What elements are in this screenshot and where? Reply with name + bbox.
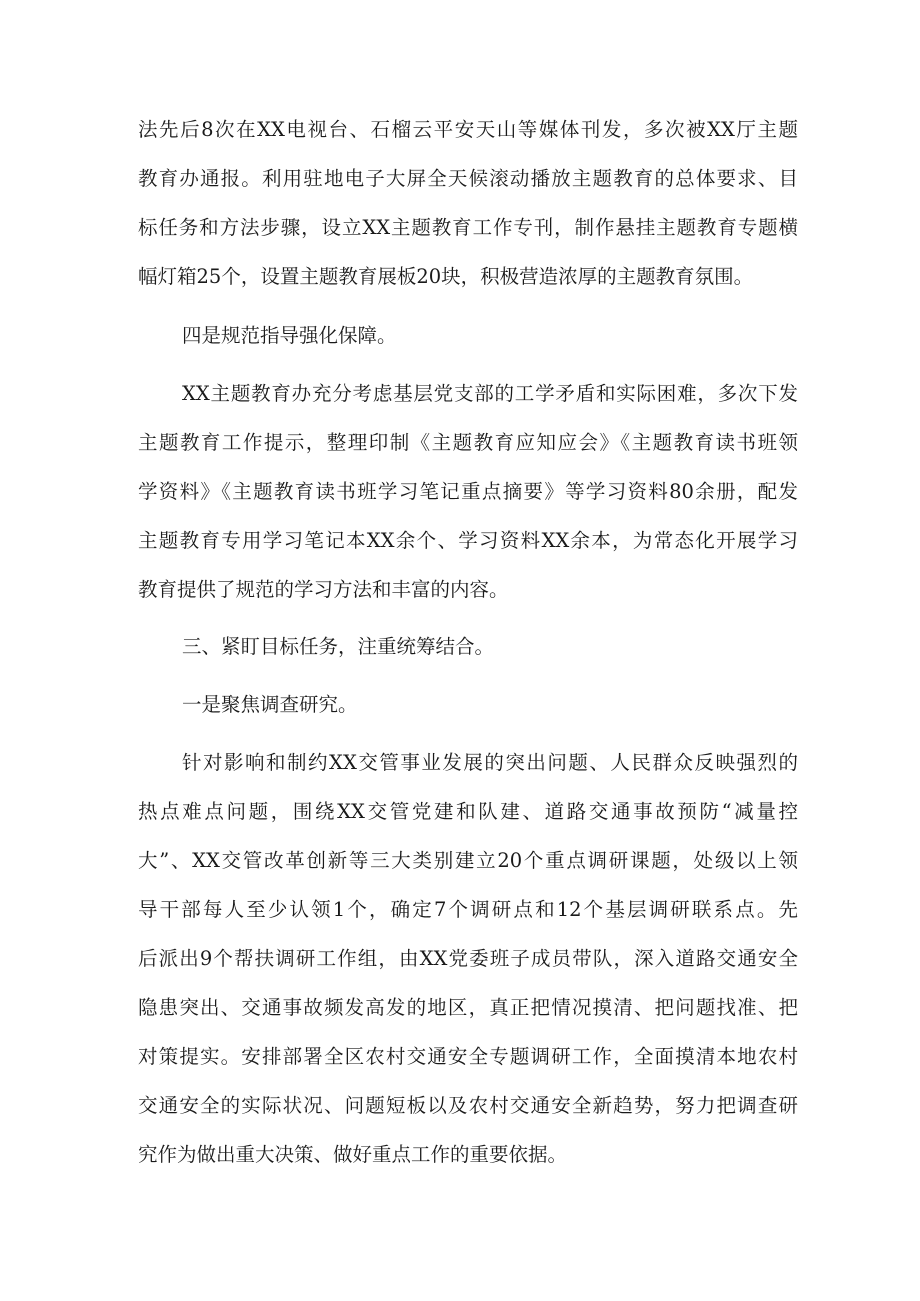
- paragraph-line: 交通安全的实际状况、问题短板以及农村交通安全新趋势，努力把调查研: [138, 1094, 798, 1117]
- paragraph-line: 导干部每人至少认领1个，确定7个调研点和12个基层调研联系点。先: [138, 898, 798, 921]
- paragraph-line: 教育办通报。利用驻地电子大屏全天候滚动播放主题教育的总体要求、目: [138, 167, 798, 190]
- paragraph-line: 主题教育专用学习笔记本XX余个、学习资料XX余本，为常态化开展学习: [138, 529, 798, 552]
- section-heading: 一是聚焦调查研究。: [182, 693, 358, 716]
- paragraph-line: 热点难点问题，围绕XX交管党建和队建、道路交通事故预防“减量控: [138, 800, 798, 823]
- paragraph-line: 学资料》《主题教育读书班学习笔记重点摘要》等学习资料80余册，配发: [138, 480, 798, 503]
- paragraph-line: 主题教育工作提示，整理印制《主题教育应知应会》《主题教育读书班领: [138, 431, 798, 454]
- paragraph-line: 对策提实。安排部署全区农村交通安全专题调研工作，全面摸清本地农村: [138, 1045, 798, 1068]
- paragraph-line: 大”、XX交管改革创新等三大类别建立20个重点调研课题，处级以上领: [138, 849, 798, 872]
- paragraph-line: 法先后8次在XX电视台、石榴云平安天山等媒体刊发，多次被XX厅主题: [138, 118, 798, 141]
- paragraph-line: XX主题教育办充分考虑基层党支部的工学矛盾和实际困难，多次下发: [182, 382, 798, 405]
- paragraph-line: 标任务和方法步骤，设立XX主题教育工作专刊，制作悬挂主题教育专题横: [138, 216, 798, 239]
- paragraph-line: 教育提供了规范的学习方法和丰富的内容。: [138, 578, 509, 601]
- paragraph-line: 究作为做出重大决策、做好重点工作的重要依据。: [138, 1143, 568, 1166]
- paragraph-line: 隐患突出、交通事故频发高发的地区，真正把情况摸清、把问题找准、把: [138, 996, 798, 1019]
- section-heading: 四是规范指导强化保障。: [182, 324, 397, 347]
- paragraph-line: 后派出9个帮扶调研工作组，由XX党委班子成员带队，深入道路交通安全: [138, 947, 798, 970]
- section-heading: 三、紧盯目标任务，注重统筹结合。: [182, 635, 495, 658]
- paragraph-line: 幅灯箱25个，设置主题教育展板20块，积极营造浓厚的主题教育氛围。: [138, 265, 754, 288]
- paragraph-line: 针对影响和制约XX交管事业发展的突出问题、人民群众反映强烈的: [182, 751, 798, 774]
